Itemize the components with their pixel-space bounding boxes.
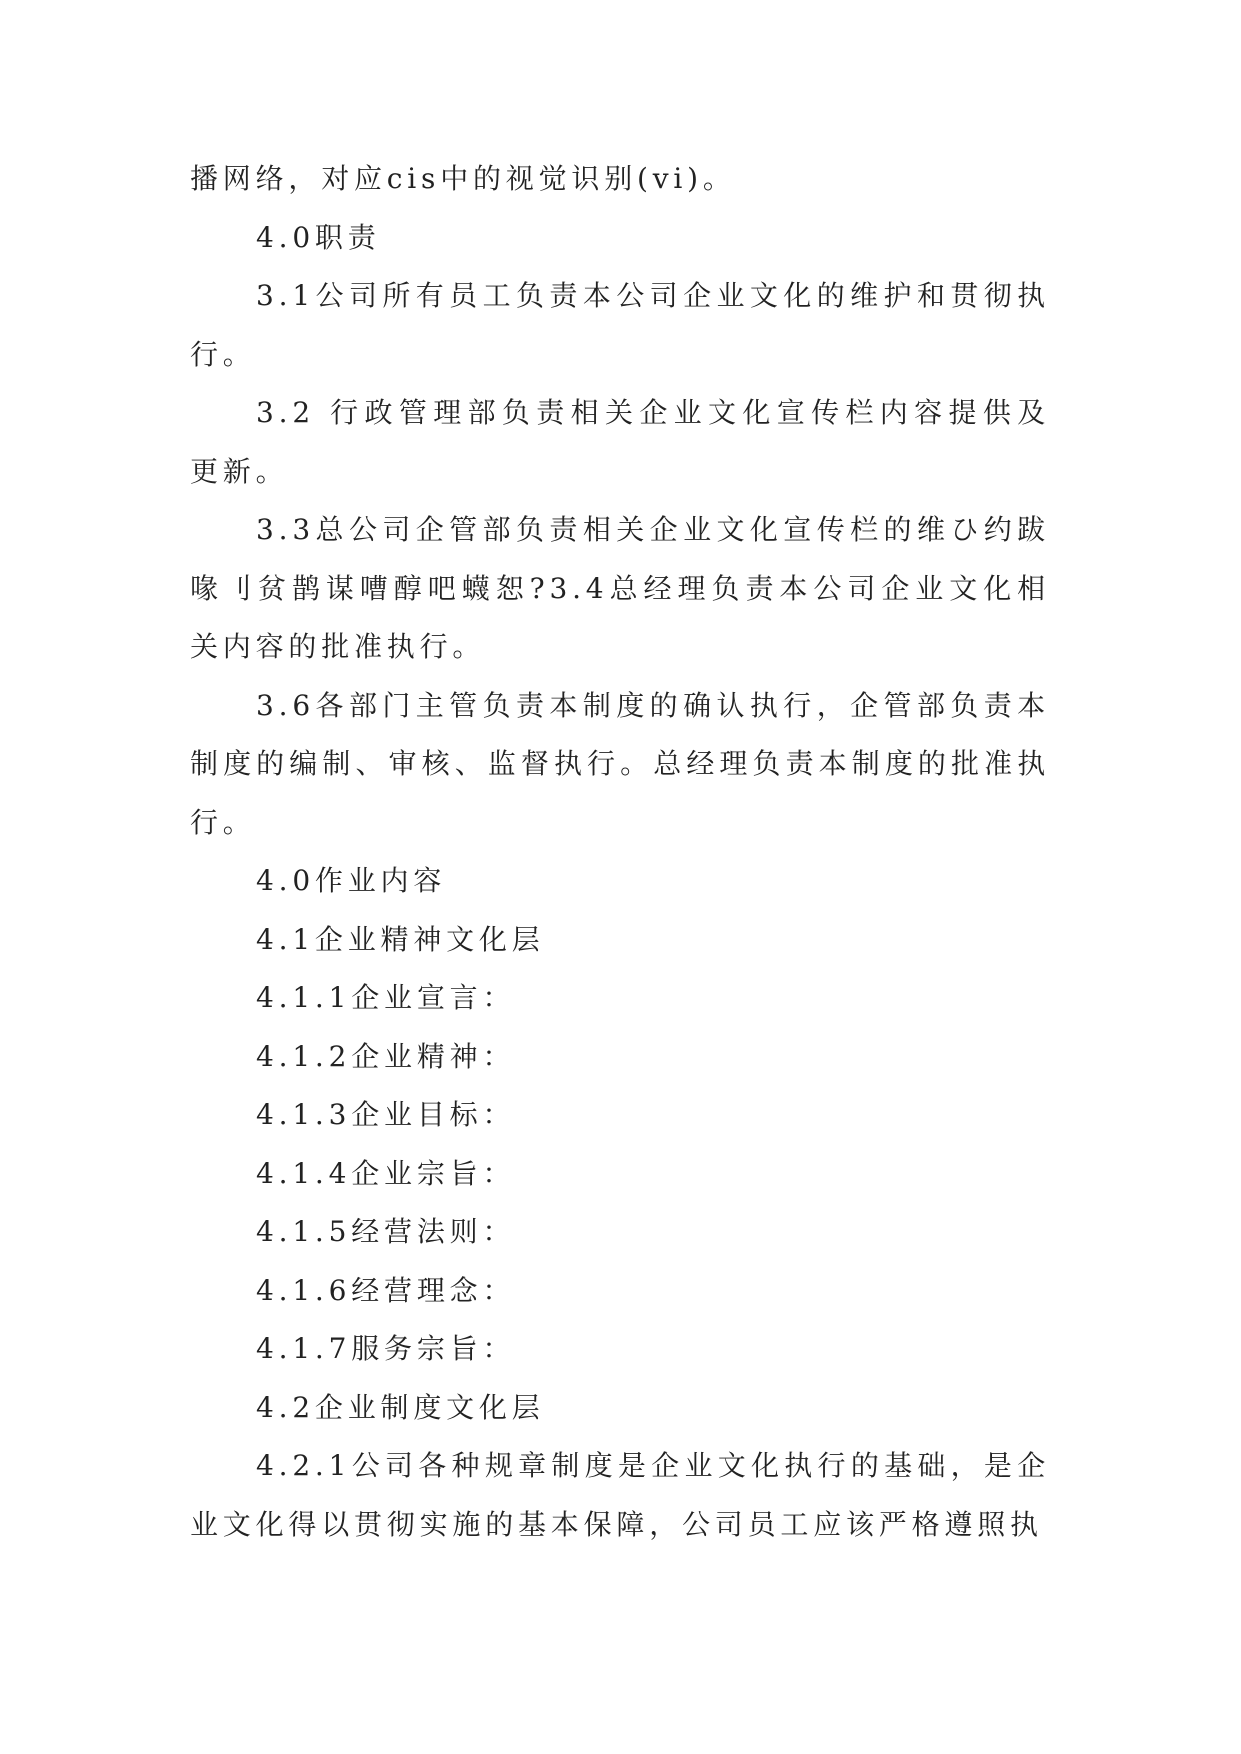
paragraph-3-1: 3.1公司所有员工负责本公司企业文化的维护和贯彻执行。 bbox=[190, 279, 1050, 371]
paragraph-3-6: 3.6各部门主管负责本制度的确认执行，企管部负责本制度的编制、审核、监督执行。总经理负责本制度的批准执行。 bbox=[190, 688, 1050, 839]
paragraph-cis-visual-identity: 播网络，对应cis中的视觉识别(vi)。 bbox=[190, 162, 736, 195]
item-4-1-1: 4.1.1企业宣言： bbox=[256, 981, 516, 1014]
item-4-1-7: 4.1.7服务宗旨： bbox=[256, 1332, 516, 1365]
paragraph-4-2-1: 4.2.1公司各种规章制度是企业文化执行的基础，是企业文化得以贯彻实施的基本保障，公司员工应该严格遵照执 bbox=[190, 1449, 1050, 1541]
heading-work-content: 4.0作业内容 bbox=[256, 864, 447, 897]
paragraph-3-2: 3.2 行政管理部负责相关企业文化宣传栏内容提供及更新。 bbox=[190, 396, 1050, 488]
paragraph-3-3-3-4: 3.3总公司企管部负责相关企业文化宣传栏的维ひ约跋喙刂贫鹊谋嘈醇吧蠛恕?3.4总经理负责本公司企业文化相关内容的批准执行。 bbox=[190, 513, 1050, 663]
item-4-1-2: 4.1.2企业精神： bbox=[256, 1039, 516, 1073]
heading-4-1: 4.1企业精神文化层 bbox=[256, 922, 545, 956]
item-4-1-5: 4.1.5经营法则： bbox=[256, 1215, 516, 1248]
item-4-1-4: 4.1.4企业宗旨： bbox=[256, 1156, 516, 1190]
heading-responsibilities: 4.0职责 bbox=[256, 220, 381, 254]
item-4-1-3: 4.1.3企业目标： bbox=[256, 1098, 516, 1131]
heading-4-2: 4.2企业制度文化层 bbox=[256, 1390, 545, 1424]
document-body bbox=[190, 150, 1050, 1554]
item-4-1-6: 4.1.6经营理念： bbox=[256, 1273, 516, 1307]
